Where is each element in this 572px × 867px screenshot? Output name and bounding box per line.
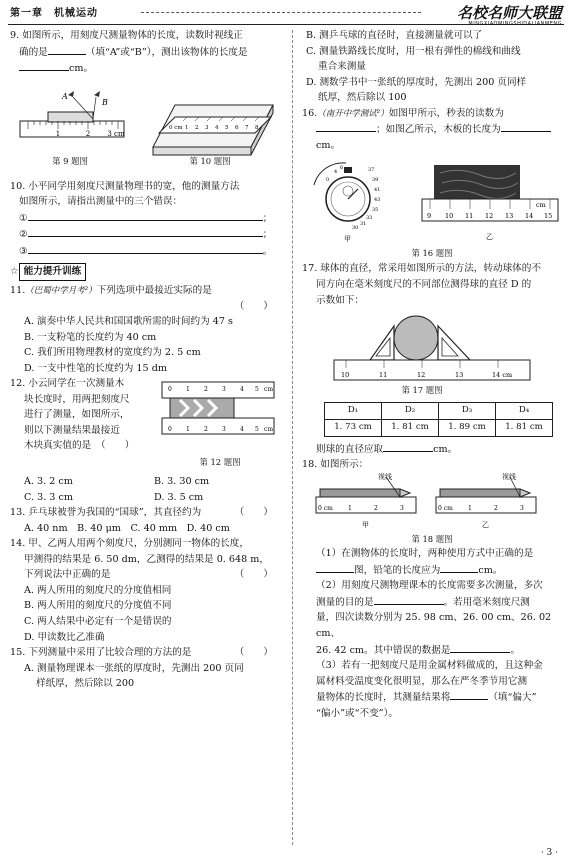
q12-line-2: 块长度时，用两把刻度尺 bbox=[24, 393, 130, 405]
q10-item-3 bbox=[10, 243, 285, 260]
figure-9-label-a: A bbox=[62, 91, 68, 101]
figure-16-label-yi: 乙 bbox=[486, 233, 493, 242]
dial-number-31: 31 bbox=[360, 221, 367, 228]
section-title: 能力提升训练 bbox=[19, 263, 87, 281]
q10-answer-1[interactable] bbox=[28, 210, 263, 221]
q15-option-a-cont: 样纸厚，然后除以 200 bbox=[36, 678, 135, 690]
table-header-d2: D₂ bbox=[382, 402, 439, 419]
q9-blank-1[interactable] bbox=[48, 44, 86, 55]
q15-stem bbox=[10, 645, 285, 661]
figure-17-ball bbox=[394, 316, 438, 360]
q16-number: 16. bbox=[302, 107, 318, 119]
figure-12-top-tick-1: 1 bbox=[186, 386, 190, 394]
q9-text-2 bbox=[10, 44, 285, 61]
figure-16-label-jia: 甲 bbox=[344, 235, 351, 244]
q10-item-2-end: ； bbox=[262, 229, 273, 241]
q12-line-1: 12. 小云同学在一次测量木 bbox=[10, 378, 125, 390]
figure-18-jia-pencil bbox=[320, 489, 400, 497]
q9-text-2a: 确的是 bbox=[19, 46, 48, 58]
figure-17 bbox=[332, 310, 532, 384]
figure-12 bbox=[160, 378, 278, 440]
brand-pinyin: MINGXIAOMINGSHIDALIANMENG bbox=[468, 21, 562, 27]
q12-options bbox=[10, 474, 285, 490]
q13-options bbox=[10, 521, 285, 537]
figure-10-tick-4: 4 bbox=[215, 124, 219, 131]
figure-9-object bbox=[48, 112, 93, 122]
q11-option-a: A. 演奏中华人民共和国国歌所需的时间约为 47 s bbox=[24, 316, 233, 328]
figure-10-tick-0: 0 cm bbox=[169, 124, 183, 131]
figure-17-tick-14: 14 cm bbox=[492, 371, 513, 380]
q18-blank-4[interactable] bbox=[450, 642, 510, 653]
q12-caption: 第 12 题图 bbox=[199, 457, 241, 468]
figure-12-bottom-tick-1: 1 bbox=[186, 426, 190, 434]
figure-18-label-jia: 甲 bbox=[362, 520, 369, 529]
question-14 bbox=[10, 536, 285, 645]
q18-part3-line2: 属材料受温度变化很明显，那么在严冬季节用它测 bbox=[316, 675, 528, 687]
q11-stem bbox=[10, 283, 285, 299]
q12-option-d: D. 3. 5 cm bbox=[154, 491, 204, 503]
q18-part2-line3: 量，四次读数分别为 25. 98 cm、26. 00 cm、26. 02 cm、 bbox=[316, 612, 552, 640]
right-column bbox=[302, 28, 564, 721]
table-header-d3: D₃ bbox=[439, 402, 496, 419]
stopwatch-crown-icon bbox=[344, 167, 352, 173]
figure-18-jia-tick-3: 3 bbox=[400, 504, 404, 512]
figure-16-tick-10: 10 bbox=[445, 212, 454, 221]
figure-12-bottom-tick-2: 2 bbox=[204, 426, 208, 434]
q18-part3-text-d: （填“偏大” bbox=[488, 692, 537, 704]
q10-answer-3[interactable] bbox=[28, 243, 263, 254]
dial-number-6: 6 bbox=[340, 165, 344, 172]
q16-stem bbox=[302, 106, 564, 122]
q17-line-2: 同方向在毫米刻度尺的不同部位测得球的直径 D 的 bbox=[316, 279, 532, 291]
question-15 bbox=[10, 645, 285, 692]
q10-text: 10. 小平同学用刻度尺测量物理书的宽，他的测量方法 bbox=[10, 180, 240, 192]
q16-text-1: 如图甲所示，秒表的读数为 bbox=[388, 107, 504, 119]
q10-answer-2[interactable] bbox=[28, 226, 263, 237]
figure-17-triangle-right-inner bbox=[442, 338, 458, 356]
q17-caption: 第 17 题图 bbox=[401, 385, 443, 396]
figure-18-jia-pencil-tip bbox=[400, 489, 410, 497]
q12-line-3: 进行了测量，如图所示， bbox=[24, 409, 130, 421]
figure-18-yi-pencil bbox=[440, 489, 520, 497]
q12-answer-paren[interactable]: （ ） bbox=[100, 440, 135, 452]
figure-17-tick-13: 13 bbox=[455, 371, 464, 380]
figure-18-jia-sight-label: 视线 bbox=[378, 472, 392, 481]
q15-answer-paren[interactable]: （ ） bbox=[234, 647, 273, 659]
q14-option-c: C. 两人结果中必定有一个是错误的 bbox=[24, 615, 172, 627]
q17-unit: cm。 bbox=[433, 443, 458, 455]
q9-text-3 bbox=[10, 60, 285, 77]
q16-blank-1[interactable] bbox=[316, 121, 376, 132]
figure-18-yi-pencil-tip bbox=[520, 489, 530, 497]
q16-unit: cm。 bbox=[316, 139, 341, 151]
figure-12-top-tick-5: 5 bbox=[255, 386, 259, 394]
q18-part1-unit: cm。 bbox=[478, 564, 503, 576]
wood-ruler-figure bbox=[420, 155, 560, 247]
q18-part2-text-c: 。若用毫米刻度尺测 bbox=[443, 596, 530, 608]
q12-line-5-text: 木块真实值的是 bbox=[24, 440, 92, 452]
q18-part2-line1: （2）用刻度尺测物理课本的长度需要多次测量，多次 bbox=[316, 580, 543, 592]
dial-number-4: 4 bbox=[334, 169, 338, 176]
q15-text: 15. 下列测量中采用了比较合理的方法的是 bbox=[10, 647, 192, 659]
q13-option-d: D. 40 cm bbox=[186, 522, 230, 534]
q15-option-c-cont: 重合来测量 bbox=[318, 61, 366, 73]
table-cell-d4: 1. 81 cm bbox=[496, 419, 553, 436]
figure-10-tick-3: 3 bbox=[205, 124, 209, 131]
q14-line-2: 甲测得的结果是 6. 50 dm，乙测得的结果是 0. 648 m， bbox=[24, 553, 269, 565]
table-cell-d1: 1. 73 cm bbox=[325, 419, 382, 436]
q14-line-3-text: 下列说法中正确的是 bbox=[24, 569, 111, 581]
figure-12-bottom-tick-3: 3 bbox=[222, 426, 226, 434]
q18-part2-text-e: 26. 42 cm。其中错误的数据是 bbox=[316, 644, 451, 656]
q10-item-3-marker: ③ bbox=[19, 245, 28, 257]
q18-part2-end: 。 bbox=[510, 644, 520, 656]
figure-9-tick-3: 3 cm bbox=[107, 129, 125, 138]
q12-option-b: B. 3. 30 cm bbox=[154, 476, 210, 488]
q17-line-1: 17. 球体的直径，常采用如图所示的方法，转动球体的不 bbox=[302, 263, 541, 275]
q9-unit: cm。 bbox=[69, 63, 94, 75]
question-11 bbox=[10, 283, 285, 376]
q10-item-2-marker: ② bbox=[19, 229, 28, 241]
dial-number-41: 41 bbox=[374, 187, 381, 194]
q13-stem bbox=[10, 505, 285, 521]
figure-16-tick-9: 9 bbox=[427, 212, 432, 221]
q16-caption: 第 16 题图 bbox=[411, 248, 453, 259]
q10-item-1-marker: ① bbox=[19, 212, 28, 224]
column-divider bbox=[292, 30, 293, 845]
q15-option-d-cont: 纸厚，然后除以 100 bbox=[318, 92, 407, 104]
q18-part2-line4 bbox=[302, 642, 564, 659]
q17-data-table bbox=[324, 402, 553, 437]
q15-option-c: C. 测量铁路线长度时，用一根有弹性的棉线和曲线 bbox=[306, 45, 521, 57]
q13-option-c: C. 40 mm bbox=[130, 522, 178, 534]
q11-source: （巴蜀中学月考²） bbox=[25, 285, 97, 296]
q10-text-2: 如图所示，请指出测量中的三个错误： bbox=[19, 196, 183, 208]
q9-blank-2[interactable] bbox=[19, 60, 69, 71]
figure-18-label-yi: 乙 bbox=[482, 520, 489, 529]
q9-text: 9. 如图所示，用刻度尺测量物体的长度，读数时视线正 bbox=[10, 30, 243, 41]
left-column bbox=[10, 28, 285, 692]
figure-12-top-unit: cm bbox=[264, 386, 274, 394]
q18-blank-5[interactable] bbox=[450, 689, 488, 700]
figure-9-label-b: B bbox=[102, 97, 108, 107]
question-16 bbox=[302, 106, 564, 262]
figure-12-top-tick-4: 4 bbox=[240, 386, 244, 394]
figure-10-book-front bbox=[153, 147, 251, 155]
eye-a-icon bbox=[68, 91, 74, 97]
figure-10-tick-1: 1 bbox=[185, 124, 189, 131]
figure-18-jia bbox=[316, 473, 416, 529]
q18-part3-line1: （3）若有一把刻度尺是用金属材料做成的，且这种金 bbox=[316, 660, 543, 672]
q13-option-a: A. 40 nm bbox=[24, 522, 68, 534]
figure-16-ruler-unit: cm bbox=[536, 201, 546, 210]
figure-12-top-tick-3: 3 bbox=[222, 386, 226, 394]
q18-part1-line1: （1）在测物体的长度时，两种使用方式中正确的是 bbox=[316, 548, 534, 560]
figure-18-yi bbox=[436, 473, 536, 529]
figure-17-tick-11: 11 bbox=[379, 371, 388, 380]
q14-option-a: A. 两人所用的刻度尺的分度值相同 bbox=[24, 584, 172, 596]
question-15-cont bbox=[302, 28, 564, 106]
q18-part3-text-c: 量物体的长度时，其测量结果将 bbox=[316, 692, 451, 704]
star-icon: ☆ bbox=[10, 266, 19, 278]
question-13 bbox=[10, 505, 285, 536]
figure-18-yi-sight-label: 视线 bbox=[502, 472, 516, 481]
table-row bbox=[325, 419, 553, 436]
chapter-title: 第一章 机械运动 bbox=[10, 8, 98, 19]
dial-number-35: 35 bbox=[372, 207, 379, 214]
q14-line-1: 14. 甲、乙两人用两个刻度尺，分别测同一物体的长度， bbox=[10, 538, 249, 550]
q18-blank-1[interactable] bbox=[316, 562, 354, 573]
figures-9-10 bbox=[10, 77, 285, 169]
q12-options-2 bbox=[10, 490, 285, 506]
q11-text: 下列选项中最接近实际的是 bbox=[96, 284, 212, 296]
q17-blank[interactable] bbox=[383, 441, 433, 452]
q16-line-2 bbox=[302, 121, 564, 153]
q11-option-d: D. 一支中性笔的长度约为 15 dm bbox=[24, 362, 167, 374]
question-9 bbox=[10, 28, 285, 77]
table-cell-d2: 1. 81 cm bbox=[382, 419, 439, 436]
q15-option-b: B. 测乒乓球的直径时，直接测量就可以了 bbox=[306, 30, 483, 41]
dial-number-39: 39 bbox=[372, 177, 379, 184]
figure-9 bbox=[18, 77, 128, 147]
q18-blank-3[interactable] bbox=[374, 594, 444, 605]
q18-caption: 第 18 题图 bbox=[411, 533, 453, 544]
q11-option-b: B. 一支粉笔的长度约为 40 cm bbox=[24, 331, 157, 343]
q10-caption: 第 10 题图 bbox=[189, 155, 231, 166]
eye-b-icon bbox=[94, 91, 100, 97]
figure-18-jia-tick-1: 1 bbox=[348, 504, 352, 512]
table-header-row bbox=[325, 402, 553, 419]
q14-option-d: D. 甲读数比乙准确 bbox=[24, 631, 105, 643]
q11-option-c: C. 我们所用物理教材的宽度约为 2. 5 cm bbox=[24, 347, 201, 359]
q14-option-b: B. 两人所用的刻度尺的分度值不同 bbox=[24, 600, 172, 612]
figure-10-tick-8: 8 bbox=[255, 124, 259, 131]
dial-number-37: 37 bbox=[368, 167, 375, 174]
dial-number-0: 0 bbox=[326, 177, 330, 184]
page-number: · 3 · bbox=[540, 848, 558, 858]
q10-item-2 bbox=[10, 226, 285, 243]
figure-18-yi-tick-1: 1 bbox=[468, 504, 472, 512]
figure-18-yi-tick-0: 0 cm bbox=[438, 504, 453, 512]
q16-blank-2[interactable] bbox=[501, 121, 551, 132]
dial-number-33: 33 bbox=[366, 215, 373, 222]
header-divider bbox=[141, 12, 421, 13]
figure-9-sightline-b bbox=[93, 97, 96, 119]
q18-part1-line2 bbox=[302, 562, 564, 579]
figure-16-tick-14: 14 bbox=[525, 212, 534, 221]
figure-18-yi-tick-3: 3 bbox=[520, 504, 524, 512]
q10-item-3-end: 。 bbox=[262, 245, 273, 257]
q15-option-a: A. 测量物理课本一张纸的厚度时，先测出 200 页同 bbox=[24, 662, 244, 674]
table-cell-d3: 1. 89 cm bbox=[439, 419, 496, 436]
figure-12-bottom-tick-4: 4 bbox=[240, 426, 244, 434]
figure-12-bottom-unit: cm bbox=[264, 426, 274, 434]
q18-part2-line2 bbox=[302, 594, 564, 611]
figure-10-tick-6: 6 bbox=[235, 124, 239, 131]
q11-answer-paren[interactable]: （ ） bbox=[234, 300, 273, 312]
q18-part1-text-b: 图，铅笔的长度应为 bbox=[354, 564, 441, 576]
figure-17-tick-12: 12 bbox=[417, 371, 426, 380]
q16-text-2: ；如图乙所示，木板的长度为 bbox=[376, 124, 501, 136]
figure-17-tick-10: 10 bbox=[341, 371, 350, 380]
q13-answer-paren[interactable]: （ ） bbox=[234, 507, 273, 519]
figure-16-tick-11: 11 bbox=[465, 212, 474, 221]
figure-10-tick-2: 2 bbox=[195, 124, 199, 131]
figure-12-top-tick-0: 0 bbox=[168, 386, 172, 394]
q18-part2-text-b: 测量的目的是 bbox=[316, 596, 374, 608]
question-18 bbox=[302, 457, 564, 721]
figure-10-tick-5: 5 bbox=[225, 124, 229, 131]
figure-16-tick-13: 13 bbox=[505, 212, 514, 221]
figure-16-tick-12: 12 bbox=[485, 212, 494, 221]
question-12 bbox=[10, 376, 285, 474]
q17-line-3: 示数如下： bbox=[316, 294, 364, 306]
q9-text-2b: （填“A”或“B”），测出该物体的长度是 bbox=[85, 46, 248, 58]
figure-12-top-tick-2: 2 bbox=[204, 386, 208, 394]
question-17 bbox=[302, 261, 564, 457]
figure-18-jia-tick-0: 0 cm bbox=[318, 504, 333, 512]
table-header-d4: D₄ bbox=[496, 402, 553, 419]
figure-17-triangle-right bbox=[438, 326, 470, 360]
q18-part3-line3 bbox=[302, 689, 564, 706]
section-header bbox=[10, 261, 285, 283]
question-10 bbox=[10, 179, 285, 260]
q13-text: 13. 乒乓球被誉为我国的“国球”，其直径约为 bbox=[10, 507, 202, 519]
q10-item-1-end: ； bbox=[262, 212, 273, 224]
dial-number-30: 30 bbox=[352, 225, 359, 232]
q13-option-b: B. 40 μm bbox=[77, 522, 121, 534]
q14-answer-paren[interactable]: （ ） bbox=[234, 569, 273, 581]
figure-12-bottom-tick-5: 5 bbox=[255, 426, 259, 434]
q12-option-a: A. 3. 2 cm bbox=[24, 476, 73, 488]
dial-number-43: 43 bbox=[374, 197, 381, 204]
figure-18-jia-tick-2: 2 bbox=[374, 504, 378, 512]
q17-answer-text: 则球的直径应取 bbox=[316, 443, 384, 455]
figure-16-tick-15: 15 bbox=[544, 212, 553, 221]
q18-blank-2[interactable] bbox=[440, 562, 478, 573]
q11-paren-line bbox=[10, 299, 285, 315]
q16-source: （南开中学测试²） bbox=[317, 108, 389, 119]
figure-18-yi-tick-2: 2 bbox=[494, 504, 498, 512]
figure-18 bbox=[310, 473, 560, 533]
brand-logo: 名校名师大联盟 bbox=[456, 4, 562, 22]
table-header-d1: D₁ bbox=[325, 402, 382, 419]
q10-item-1 bbox=[10, 210, 285, 227]
q9-caption: 第 9 题图 bbox=[52, 155, 88, 166]
page-header bbox=[8, 2, 564, 25]
q12-option-c: C. 3. 3 cm bbox=[24, 491, 73, 503]
q17-answer-line bbox=[302, 441, 564, 458]
figure-16 bbox=[302, 153, 564, 261]
figure-9-tick-2: 2 bbox=[85, 129, 91, 138]
q18-part3-line4: “偏小”或“不变”）。 bbox=[316, 707, 398, 719]
q11-number: 11. bbox=[10, 284, 26, 296]
figure-10-tick-7: 7 bbox=[245, 124, 249, 131]
figure-9-tick-1: 1 bbox=[55, 129, 61, 138]
figure-10 bbox=[145, 77, 275, 159]
q12-line-5 bbox=[10, 438, 285, 454]
q12-line-4: 则以下测量结果最接近 bbox=[24, 424, 120, 436]
q18-title: 18. 如图所示： bbox=[302, 459, 369, 471]
q14-line-3 bbox=[10, 567, 285, 583]
stopwatch-figure bbox=[306, 155, 406, 247]
figure-12-bottom-tick-0: 0 bbox=[168, 426, 172, 434]
q15-option-d: D. 测数学书中一张纸的厚度时，先测出 200 页同样 bbox=[306, 76, 527, 88]
